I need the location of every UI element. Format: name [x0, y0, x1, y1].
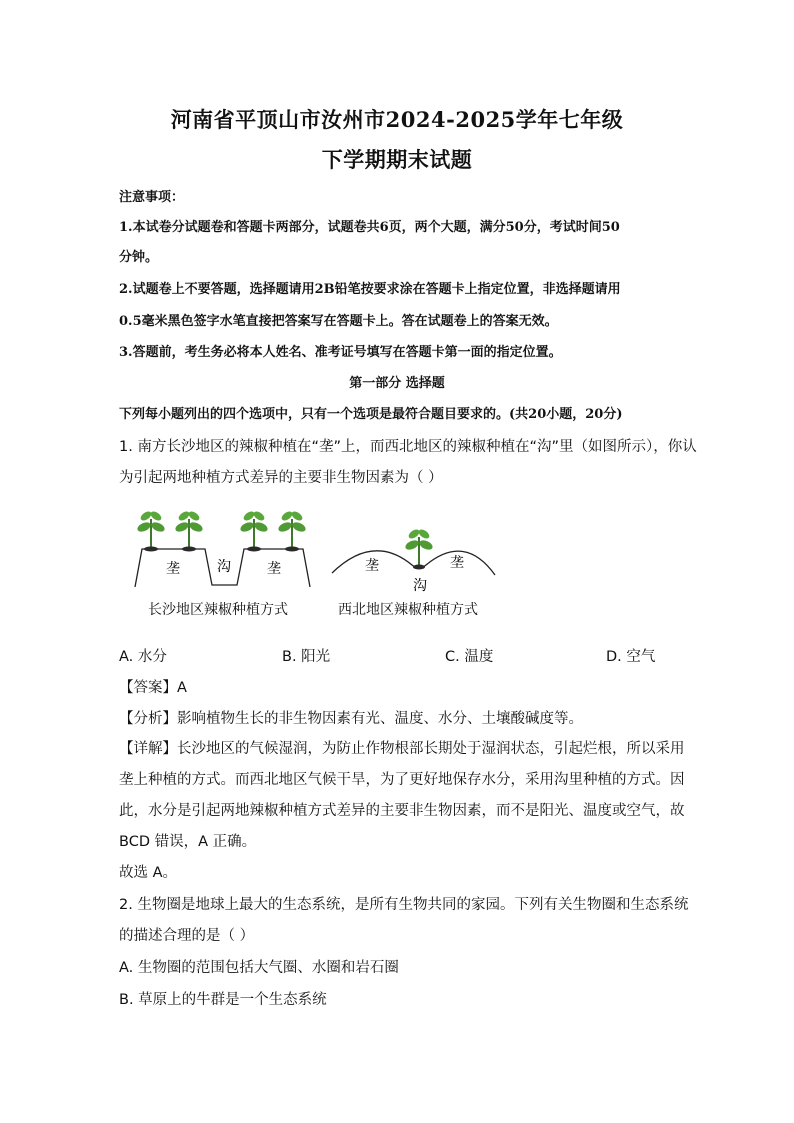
notice-item1: 1.本试卷分试题卷和答题卡两部分，试题卷共6页，两个大题，满分50分，考试时间50: [119, 220, 620, 235]
ditch-label: 沟: [217, 559, 231, 575]
notice-heading: 注意事项：: [119, 190, 185, 205]
q2-stem-cont: 的描述合理的是（ ）: [119, 928, 255, 944]
plant-icon: [136, 510, 166, 552]
q1-stem: 1. 南方长沙地区的辣椒种植在“垄”上，而西北地区的辣椒种植在“沟”里（如图所示），你认: [119, 439, 697, 455]
ridge-label: 垄: [450, 555, 464, 571]
right-caption: 西北地区辣椒种植方式: [338, 602, 478, 618]
notice-item2: 2.试题卷上不要答题，选择题请用2B铅笔按要求涂在答题卡上指定位置，非选择题请用: [119, 282, 621, 297]
section-instruction: 下列每小题列出的四个选项中，只有一个选项是最符合题目要求的。(共20小题，20分): [119, 407, 623, 422]
changsha-ridge-diagram: [135, 510, 310, 587]
notice-item3: 3.答题前，考生务必将本人姓名、准考证号填写在答题卡第一面的指定位置。: [119, 345, 562, 360]
q2-option-b: B. 草原上的牛群是一个生态系统: [119, 992, 327, 1008]
ridge-label: 垄: [267, 561, 281, 577]
q1-detail-cont: 垄上种植的方式。而西北地区气候干旱，为了更好地保存水分，采用沟里种植的方式。因: [119, 772, 685, 788]
doc-title-line1: 河南省平顶山市汝州市2024-2025学年七年级: [170, 107, 624, 132]
notice-item1-cont: 分钟。: [119, 250, 159, 265]
q1-option-c: C. 温度: [445, 649, 494, 665]
section-title: 第一部分 选择题: [349, 376, 445, 391]
q1-conclusion: 故选 A。: [119, 865, 178, 881]
ditch-label: 沟: [413, 578, 427, 594]
plant-icon: [174, 510, 204, 552]
q2-stem: 2. 生物圈是地球上最大的生态系统，是所有生物共同的家园。下列有关生物圈和生态系统: [119, 897, 689, 913]
q1-detail-cont: 此，水分是引起两地辣椒种植方式差异的主要非生物因素，而不是阳光、温度或空气，故: [119, 803, 685, 819]
ridge-label: 垄: [365, 558, 379, 574]
plant-icon: [277, 510, 307, 552]
plant-icon: [404, 528, 434, 570]
q1-option-d: D. 空气: [606, 649, 656, 665]
q2-option-a: A. 生物圈的范围包括大气圈、水圈和岩石圈: [119, 960, 399, 976]
q1-answer: 【答案】A: [119, 680, 187, 696]
ridge-label: 垄: [166, 561, 180, 577]
q1-detail-cont: BCD 错误，A 正确。: [119, 834, 257, 850]
doc-title-line2: 下学期期末试题: [321, 147, 473, 172]
q1-stem-cont: 为引起两地种植方式差异的主要非生物因素为（ ）: [119, 470, 443, 486]
planting-diagram: [125, 505, 505, 595]
plant-icon: [239, 510, 269, 552]
q1-analysis: 【分析】影响植物生长的非生物因素有光、温度、水分、土壤酸碱度等。: [119, 711, 583, 727]
q1-option-b: B. 阳光: [282, 649, 331, 665]
northwest-ditch-diagram: [332, 528, 495, 594]
q1-option-a: A. 水分: [119, 649, 167, 665]
notice-item2-cont: 0.5毫米黑色签字水笔直接把答案写在答题卡上。答在试题卷上的答案无效。: [119, 314, 558, 329]
left-caption: 长沙地区辣椒种植方式: [148, 602, 288, 618]
q1-detail: 【详解】长沙地区的气候湿润，为防止作物根部长期处于湿润状态，引起烂根，所以采用: [119, 741, 685, 757]
